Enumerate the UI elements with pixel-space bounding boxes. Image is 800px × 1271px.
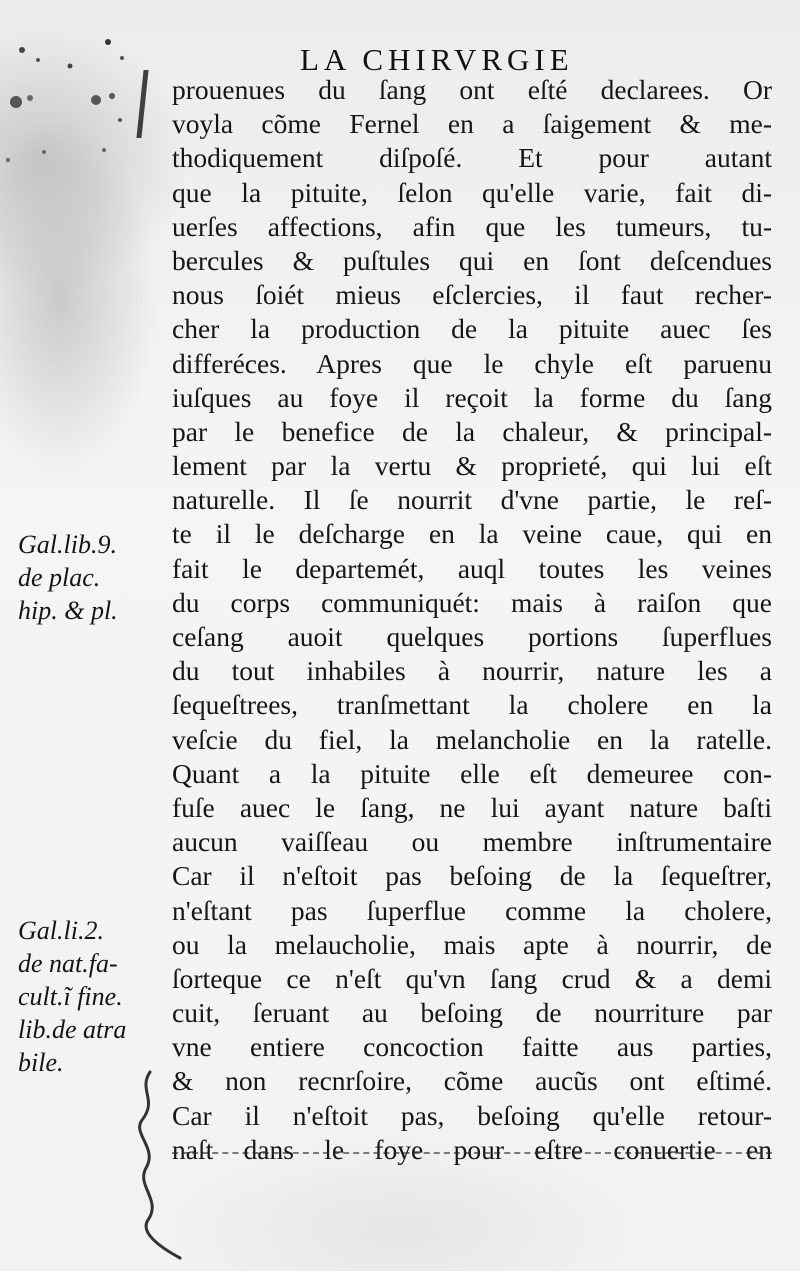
margin-note-line: cult.ĩ fine. (18, 982, 123, 1011)
text-line: te il le deſcharge en la veine caue, qui en (172, 518, 772, 550)
text-line: Car il n'eſtoit pas beſoing de la ſequeſtrer, (172, 860, 772, 892)
margin-note-line: Gal.lib.9. (18, 530, 117, 559)
text-line: naturelle. Il ſe nourrit d'vne partie, le reſ- (172, 484, 772, 516)
text-line: differéces. Apres que le chyle eſt paruenu (172, 347, 772, 379)
text-line: Quant a la pituite elle eſt demeuree con- (172, 757, 772, 789)
text-line: cuit, ſeruant au beſoing de nourriture par (172, 997, 772, 1029)
text-line: prouenues du ſang ont eſté declarees. Or (172, 74, 772, 105)
margin-note-line: Gal.li.2. (18, 916, 104, 945)
running-title: LA CHIRVRGIE (300, 42, 574, 77)
text-line: naſt dans le foye pour eſtre conuertie en (172, 1133, 772, 1165)
margin-note-line: de plac. (18, 563, 101, 592)
text-line: ſequeſtrees, tranſmettant la cholere en la (172, 689, 772, 721)
text-line: vne entiere concoction faitte aus parties, (172, 1031, 772, 1063)
text-line: fuſe auec le ſang, ne lui ayant nature baſti (172, 791, 772, 823)
text-line: ceſang auoit quelques portions ſuperflues (172, 621, 772, 652)
margin-note-galen-de-nat-facult (18, 914, 126, 1079)
margin-bracket-mark (128, 1070, 188, 1260)
margin-note-galen-de-plac (18, 528, 118, 627)
text-line: du tout inhabiles à nourrir, nature les a (172, 655, 772, 687)
text-line: fait le departemét, auql toutes les veines (172, 552, 772, 584)
main-text-block (172, 73, 772, 1167)
margin-note-line: de nat.fa- (18, 949, 118, 978)
text-line: veſcie du fiel, la melancholie en la ratelle. (172, 723, 772, 755)
text-line: voyla cõme Fernel en a ſaigement & me- (172, 108, 772, 140)
text-line: bercules & puſtules qui en ſont deſcendues (172, 244, 772, 276)
margin-note-line: lib.de atra (18, 1015, 127, 1044)
text-line: aucun vaiſſeau ou membre inſtrumentaire (172, 826, 772, 858)
text-line: uerſes affections, afin que les tumeurs, tu- (172, 210, 772, 242)
text-line: lement par la vertu & proprieté, qui lui eſt (172, 450, 772, 482)
text-line: thodiquement diſpoſé. Et pour autant (172, 142, 772, 174)
text-line: cher la production de la pituite auec ſes (172, 313, 772, 345)
margin-note-line: bile. (18, 1048, 64, 1077)
text-line: du corps communiquét: mais à raiſon que (172, 586, 772, 618)
ink-specks-decoration (0, 0, 160, 220)
text-line: Car il n'eſtoit pas, beſoing qu'elle retour- (172, 1099, 772, 1131)
text-line: n'eſtant pas ſuperflue comme la cholere, (172, 894, 772, 926)
bottom-underline (172, 1152, 772, 1154)
text-line: & non recnrſoire, cõme aucũs ont eſtimé. (172, 1065, 772, 1097)
text-line: iuſques au foye il reçoit la forme du ſang (172, 381, 772, 413)
text-line: nous ſoiét mieus eſclercies, il faut recher- (172, 279, 772, 311)
margin-note-line: hip. & pl. (18, 596, 118, 625)
text-line: que la pituite, ſelon qu'elle varie, fait di- (172, 176, 772, 208)
text-line: par le benefice de la chaleur, & principal- (172, 415, 772, 447)
text-line: ſorteque ce n'eſt qu'vn ſang crud & a demi (172, 962, 772, 994)
text-line: ou la melaucholie, mais apte à nourrir, de (172, 928, 772, 960)
